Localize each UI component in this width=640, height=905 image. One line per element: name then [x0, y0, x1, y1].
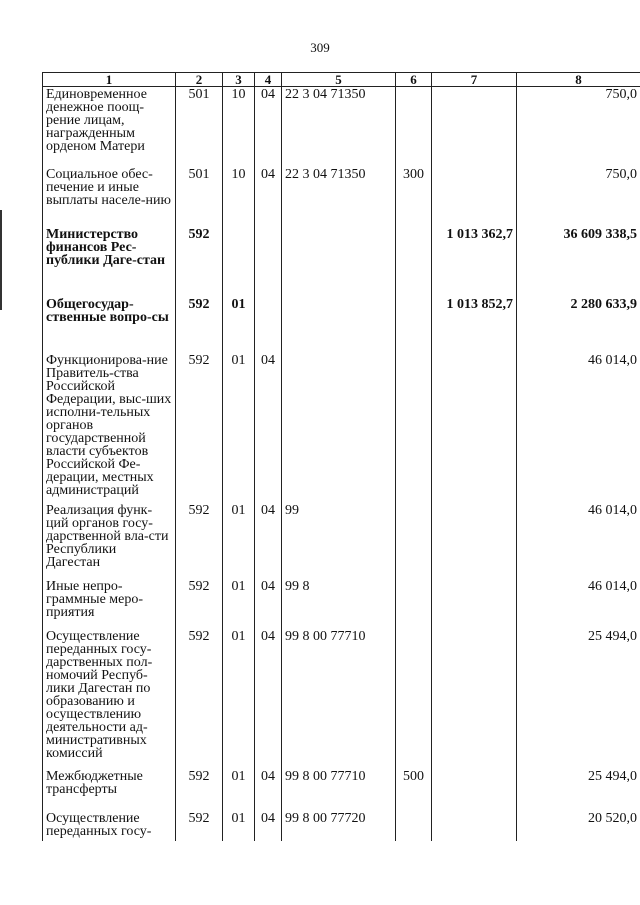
row-expense-type	[396, 227, 432, 297]
row-subsection-code: 04	[255, 167, 282, 227]
column-header: 1	[43, 73, 176, 87]
row-subsection-code	[255, 297, 282, 353]
row-amount-col7	[432, 579, 517, 629]
row-amount-col8: 46 014,0	[517, 353, 640, 503]
row-name: Межбюджетные трансферты	[43, 769, 176, 811]
row-subsection-code: 04	[255, 579, 282, 629]
row-amount-col7	[432, 811, 517, 841]
row-amount-col8: 25 494,0	[517, 769, 640, 811]
row-grbs-code: 592	[176, 227, 223, 297]
row-grbs-code: 501	[176, 167, 223, 227]
row-subsection-code: 04	[255, 353, 282, 503]
row-subsection-code: 04	[255, 811, 282, 841]
row-subsection-code	[255, 227, 282, 297]
row-name: Осуществление переданных госу-	[43, 811, 176, 841]
row-subsection-code: 04	[255, 769, 282, 811]
row-section-code	[223, 227, 255, 297]
row-amount-col8: 46 014,0	[517, 579, 640, 629]
row-name: Функционирова-ние Правитель-ства Российской Федерации, выс-ших исполни-тельных органов государственной власти субъектов Российской Фе-дерации, местных администраций	[43, 353, 176, 503]
row-name: Министерство финансов Рес-публики Даге-стан	[43, 227, 176, 297]
table-row	[43, 353, 640, 503]
row-grbs-code: 592	[176, 579, 223, 629]
row-amount-col8: 2 280 633,9	[517, 297, 640, 353]
row-amount-col8: 46 014,0	[517, 503, 640, 579]
row-expense-type	[396, 353, 432, 503]
row-target-article: 99 8	[282, 579, 396, 629]
row-amount-col8: 25 494,0	[517, 629, 640, 769]
row-target-article	[282, 227, 396, 297]
column-header: 4	[255, 73, 282, 87]
column-header: 2	[176, 73, 223, 87]
table-row	[43, 629, 640, 769]
row-target-article: 99 8 00 77720	[282, 811, 396, 841]
table-row	[43, 227, 640, 297]
row-amount-col7: 1 013 852,7	[432, 297, 517, 353]
row-section-code: 01	[223, 503, 255, 579]
row-amount-col7	[432, 629, 517, 769]
row-amount-col7	[432, 353, 517, 503]
row-amount-col8: 750,0	[517, 167, 640, 227]
table-row	[43, 811, 640, 841]
table-row	[43, 579, 640, 629]
column-header: 6	[396, 73, 432, 87]
row-target-article	[282, 297, 396, 353]
row-target-article	[282, 353, 396, 503]
row-amount-col7: 1 013 362,7	[432, 227, 517, 297]
table-row	[43, 769, 640, 811]
row-amount-col7	[432, 503, 517, 579]
row-expense-type	[396, 629, 432, 769]
row-expense-type	[396, 503, 432, 579]
row-amount-col8: 20 520,0	[517, 811, 640, 841]
column-header: 3	[223, 73, 255, 87]
row-amount-col7	[432, 87, 517, 167]
row-amount-col7	[432, 769, 517, 811]
row-section-code: 01	[223, 579, 255, 629]
row-target-article: 99 8 00 77710	[282, 769, 396, 811]
row-grbs-code: 592	[176, 769, 223, 811]
row-amount-col7	[432, 167, 517, 227]
row-amount-col8: 750,0	[517, 87, 640, 167]
row-section-code: 01	[223, 811, 255, 841]
row-target-article: 99	[282, 503, 396, 579]
row-target-article: 99 8 00 77710	[282, 629, 396, 769]
row-name: Реализация функ-ций органов госу-дарственной вла-сти Республики Дагестан	[43, 503, 176, 579]
table-header-row	[43, 73, 640, 87]
row-grbs-code: 592	[176, 297, 223, 353]
row-section-code: 10	[223, 167, 255, 227]
row-subsection-code: 04	[255, 503, 282, 579]
column-header: 5	[282, 73, 396, 87]
table-row	[43, 297, 640, 353]
row-section-code: 01	[223, 769, 255, 811]
row-name: Единовременное денежное поощ-рение лицам, награжденным орденом Матери	[43, 87, 176, 167]
row-target-article: 22 3 04 71350	[282, 167, 396, 227]
row-expense-type: 300	[396, 167, 432, 227]
row-grbs-code: 592	[176, 353, 223, 503]
row-section-code: 01	[223, 629, 255, 769]
row-name: Общегосудар-ственные вопро-сы	[43, 297, 176, 353]
row-section-code: 10	[223, 87, 255, 167]
row-grbs-code: 592	[176, 811, 223, 841]
table-body	[43, 87, 640, 841]
row-subsection-code: 04	[255, 87, 282, 167]
row-grbs-code: 501	[176, 87, 223, 167]
row-grbs-code: 592	[176, 503, 223, 579]
row-name: Иные непро-граммные меро-приятия	[43, 579, 176, 629]
row-section-code: 01	[223, 297, 255, 353]
table-row	[43, 503, 640, 579]
row-name: Осуществление переданных госу-дарственных пол-номочий Респуб-лики Дагестан по образованию и осуществлению деятельности ад-министративных комиссий	[43, 629, 176, 769]
table-row	[43, 87, 640, 167]
row-name: Социальное обес-печение и иные выплаты населе-нию	[43, 167, 176, 227]
table-row	[43, 167, 640, 227]
row-grbs-code: 592	[176, 629, 223, 769]
row-amount-col8: 36 609 338,5	[517, 227, 640, 297]
column-header: 7	[432, 73, 517, 87]
budget-table	[42, 72, 640, 841]
page-number: 309	[310, 40, 330, 55]
scan-edge-mark	[0, 210, 2, 310]
row-expense-type	[396, 579, 432, 629]
row-target-article: 22 3 04 71350	[282, 87, 396, 167]
row-expense-type: 500	[396, 769, 432, 811]
row-subsection-code: 04	[255, 629, 282, 769]
row-expense-type	[396, 297, 432, 353]
row-expense-type	[396, 811, 432, 841]
row-section-code: 01	[223, 353, 255, 503]
row-expense-type	[396, 87, 432, 167]
column-header: 8	[517, 73, 640, 87]
